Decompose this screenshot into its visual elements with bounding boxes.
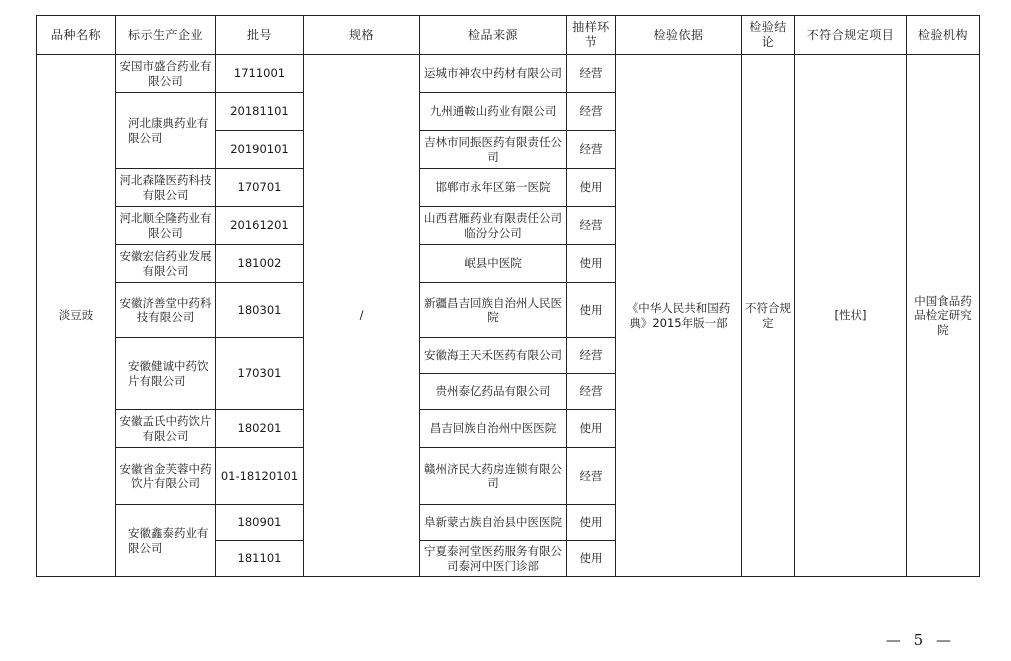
stage-cell: 使用 [567, 169, 616, 207]
header-stage: 抽样环节 [567, 16, 616, 55]
batch-cell: 180201 [216, 410, 304, 448]
source-cell: 安徽海王天禾医药有限公司 [420, 338, 567, 374]
source-cell: 山西君雁药业有限责任公司临汾分公司 [420, 207, 567, 245]
source-cell: 岷县中医院 [420, 245, 567, 283]
stage-cell: 经营 [567, 207, 616, 245]
batch-cell: 20161201 [216, 207, 304, 245]
header-row [37, 16, 980, 55]
stage-cell: 经营 [567, 55, 616, 93]
source-cell: 贵州泰亿药品有限公司 [420, 374, 567, 410]
basis-cell: 《中华人民共和国药典》2015年版一部 [616, 55, 742, 577]
header-source: 检品来源 [420, 16, 567, 55]
batch-cell: 01-18120101 [216, 448, 304, 505]
conclusion-cell: 不符合规定 [742, 55, 795, 577]
header-agency: 检验机构 [907, 16, 980, 55]
stage-cell: 使用 [567, 541, 616, 577]
inspection-table [36, 15, 980, 577]
header-spec: 规格 [304, 16, 420, 55]
header-manufacturer: 标示生产企业 [116, 16, 216, 55]
header-failed-item: 不符合规定项目 [795, 16, 907, 55]
stage-cell: 经营 [567, 131, 616, 169]
batch-cell: 180901 [216, 505, 304, 541]
stage-cell: 使用 [567, 410, 616, 448]
header-product-name: 品种名称 [37, 16, 116, 55]
stage-cell: 使用 [567, 283, 616, 338]
source-cell: 运城市神农中药材有限公司 [420, 55, 567, 93]
manufacturer-cell: 安徽孟氏中药饮片有限公司 [116, 410, 216, 448]
failed-item-cell: [性状] [795, 55, 907, 577]
header-batch: 批号 [216, 16, 304, 55]
manufacturer-cell: 安徽健诚中药饮片有限公司 [116, 338, 216, 410]
source-cell: 九州通鞍山药业有限公司 [420, 93, 567, 131]
source-cell: 昌吉回族自治州中医医院 [420, 410, 567, 448]
stage-cell: 经营 [567, 448, 616, 505]
stage-cell: 使用 [567, 245, 616, 283]
stage-cell: 经营 [567, 374, 616, 410]
manufacturer-cell: 河北康典药业有限公司 [116, 93, 216, 169]
table-row [37, 55, 980, 93]
agency-cell: 中国食品药品检定研究院 [907, 55, 980, 577]
manufacturer-cell: 安徽宏信药业发展有限公司 [116, 245, 216, 283]
batch-cell: 20190101 [216, 131, 304, 169]
manufacturer-cell: 安徽省金芙蓉中药饮片有限公司 [116, 448, 216, 505]
batch-cell: 170301 [216, 338, 304, 410]
product-name-cell: 淡豆豉 [37, 55, 116, 577]
source-cell: 新疆昌吉回族自治州人民医院 [420, 283, 567, 338]
manufacturer-cell: 安徽鑫泰药业有限公司 [116, 505, 216, 577]
manufacturer-cell: 安国市盛合药业有限公司 [116, 55, 216, 93]
source-cell: 宁夏泰河堂医药服务有限公司泰河中医门诊部 [420, 541, 567, 577]
batch-cell: 20181101 [216, 93, 304, 131]
header-conclusion: 检验结论 [742, 16, 795, 55]
batch-cell: 170701 [216, 169, 304, 207]
manufacturer-cell: 河北顺全隆药业有限公司 [116, 207, 216, 245]
source-cell: 吉林市同振医药有限责任公司 [420, 131, 567, 169]
manufacturer-cell: 河北森隆医药科技有限公司 [116, 169, 216, 207]
stage-cell: 经营 [567, 338, 616, 374]
source-cell: 阜新蒙古族自治县中医医院 [420, 505, 567, 541]
batch-cell: 181002 [216, 245, 304, 283]
page-number: — 5 — [885, 631, 955, 649]
source-cell: 邯郸市永年区第一医院 [420, 169, 567, 207]
batch-cell: 181101 [216, 541, 304, 577]
source-cell: 赣州济民大药房连锁有限公司 [420, 448, 567, 505]
batch-cell: 180301 [216, 283, 304, 338]
batch-cell: 1711001 [216, 55, 304, 93]
stage-cell: 使用 [567, 505, 616, 541]
header-basis: 检验依据 [616, 16, 742, 55]
stage-cell: 经营 [567, 93, 616, 131]
spec-cell: / [304, 55, 420, 577]
manufacturer-cell: 安徽济善堂中药科技有限公司 [116, 283, 216, 338]
